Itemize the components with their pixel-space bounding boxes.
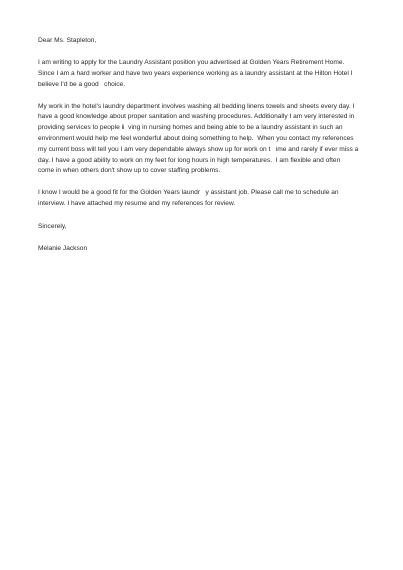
paragraph-line: day. I have a good ability to work on my feet for long hours in high temperatures. I am flexible and often	[38, 156, 341, 164]
paragraph-line: believe I'd be a good choice.	[38, 80, 126, 88]
salutation: Dear Ms. Stapleton,	[38, 37, 97, 44]
paragraph-2	[38, 102, 378, 178]
letter-body	[38, 36, 378, 255]
paragraph-line: environment would help me feel wonderful about doing something to help. When you contact my references	[38, 134, 354, 142]
paragraph-line: interview. I have attached my resume and my references for review.	[38, 200, 236, 208]
paragraph-line: providing services to people li ving in nursing homes and being able to be a laundry assistant in such an	[38, 124, 343, 132]
paragraph-3	[38, 188, 378, 210]
paragraph-line: My work in the hotel's laundry department involves washing all bedding linens towels and sheets every day. I	[38, 102, 355, 110]
paragraph-line: have a good knowledge about proper sanitation and washing procedures. Additionally I am very interested in	[38, 113, 355, 121]
paragraph-line: I know I would be a good fit for the Golden Years laundr y assistant job. Please call me to schedule an	[38, 189, 339, 197]
signature-name: Melanie Jackson	[38, 244, 88, 252]
closing: Sincerely,	[38, 222, 67, 230]
paragraph-line: come in when others don't show up to cover staffing problems.	[38, 167, 221, 175]
paragraph-line: I am writing to apply for the Laundry Assistant position you advertised at Golden Years Retirement Home.	[38, 58, 345, 66]
paragraph-line: my current boss will tell you I am very dependable always show up for work on t ime and rarely if ever miss a	[38, 145, 359, 153]
paragraph-line: Since I am a hard worker and have two years experience working as a laundry assistant at the Hilton Hotel I	[38, 69, 353, 77]
paragraph-1	[38, 58, 378, 90]
